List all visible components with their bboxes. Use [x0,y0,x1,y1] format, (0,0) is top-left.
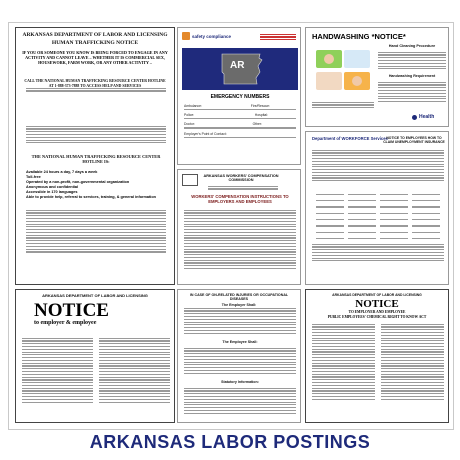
emergency-heading: EMERGENCY NUMBERS [210,94,270,100]
notice-agency: ARKANSAS DEPARTMENT OF LABOR AND LICENSING [42,293,148,298]
notice-column-left [22,336,93,404]
workers-comp-address-lines [208,184,278,191]
chemical-columns [312,322,444,401]
handwashing-illustration [312,44,374,96]
trafficking-translation-lines [26,124,166,145]
doctor-label: Doctor: [184,122,195,127]
workers-comp-heading: WORKERS' COMPENSATION INSTRUCTIONS TO EMPLOYERS AND EMPLOYEES [191,194,289,204]
trafficking-fineprint [26,86,166,93]
chemical-column-left [312,322,375,401]
employer-duty-title: The Employer Shall: [221,303,257,307]
trafficking-points [26,170,166,200]
trafficking-call: CALL THE NATIONAL HUMAN TRAFFICKING RESOURCE CENTER HOTLINE AT 1-888-373-7888 TO ACCESS HELP AND SERVICES [24,79,166,88]
chemical-heading: PUBLIC EMPLOYEES' CHEMICAL RIGHT TO KNOW ACT [327,315,427,319]
workers-comp-body-lines [184,208,296,271]
employee-duty-lines [184,346,296,375]
health-logo [412,114,434,120]
trafficking-lead: IF YOU OR SOMEONE YOU KNOW IS BEING FORCED TO ENGAGE IN ANY ACTIVITY AND CANNOT LEAVE – WHETHER IT IS COMMERCIAL SEX, HOUSEWORK, FARM WORK, OR ANY OTHER ACTIVITY – [22,50,168,65]
other-label: Other: [252,122,262,127]
safety-compliance-logo [182,32,231,40]
hospital-label: Hospital: [254,113,268,118]
occupational-heading: IN CASE OF ON-RELATED INJURIES OR OCCUPATIONAL DISEASES [189,293,289,301]
employee-duty-title: The Employee Shall: [222,340,258,344]
notice-columns [22,336,170,404]
trafficking-heading: HUMAN TRAFFICKING NOTICE [51,40,139,46]
trafficking-point: Accessible in 170 languages [26,190,78,194]
police-label: Police: [184,113,195,118]
health-icon [412,115,417,120]
trafficking-point: Toll-free [26,175,41,179]
chemical-agency: ARKANSAS DEPARTMENT OF LABOR AND LICENSING [332,293,422,297]
workforce-office-table [316,192,440,236]
hand-procedure-title: Hand Cleaning Procedure [388,44,436,48]
workers-comp-panel [177,169,301,285]
human-trafficking-notice [15,27,175,285]
state-abbreviation: AR [230,60,245,71]
workforce-footer-lines [312,242,444,263]
trafficking-agency: ARKANSAS DEPARTMENT OF LABOR AND LICENSING [22,32,168,38]
state-map-box [182,48,298,90]
workforce-heading: NOTICE TO EMPLOYEES HOW TO CLAIM UNEMPLOYMENT INSURANCE [383,136,445,144]
logo-text: safety compliance [192,33,232,39]
handwashing-panel [305,27,449,127]
occupational-injury-panel [177,289,301,423]
trafficking-point: Available 24 hours a day, 7 days a week [26,170,98,174]
workforce-logo: Department of WORKFORCE Services [312,136,388,141]
statutory-lines [184,386,296,415]
notice-column-right [99,336,170,404]
workforce-panel [305,131,449,285]
fire-rescue-label: Fire/Rescue: [250,104,270,108]
emergency-fields [184,104,296,141]
notice-subtitle: to employer & employee [34,320,97,326]
logo-icon [182,32,190,40]
trafficking-point: Operated by a non-profit, non-governmental organization [26,180,130,184]
hand-procedure-lines [378,50,446,71]
hand-note-lines [312,100,374,110]
ambulance-label: Ambulance: [184,104,202,108]
wcc-form-badge [182,174,198,186]
emergency-numbers-panel [177,27,301,165]
trafficking-point: Anonymous and confidential [26,185,79,189]
trafficking-detail-lines [26,208,166,254]
hand-requirement-lines [378,80,446,104]
hand-washing-icon [312,44,374,96]
notice-title: NOTICE [34,300,109,321]
statutory-title: Statutory Information: [221,380,259,384]
employer-duty-lines [184,306,296,335]
notice-employer-panel [15,289,175,423]
chemical-notice-title: NOTICE [355,298,399,310]
workers-comp-agency: ARKANSAS WORKERS' COMPENSATION COMMISSION [203,174,279,182]
workforce-body-lines [312,148,444,183]
health-label: Health [419,114,435,120]
trafficking-center: THE NATIONAL HUMAN TRAFFICKING RESOURCE CENTER HOTLINE IS: [31,154,161,165]
labor-poster [8,22,454,430]
chemical-right-to-know-panel [305,289,449,423]
chemical-subtitle: TO EMPLOYER AND EMPLOYEE [348,310,406,314]
hand-requirement-title: Handwashing Requirement [388,74,436,78]
chemical-column-right [381,322,444,401]
poster-title: ARKANSAS LABOR POSTINGS [89,432,371,452]
trafficking-point: Able to provide help, referral to services, training, & general information [26,195,156,199]
emergency-header-lines [260,32,296,42]
handwashing-heading: HANDWASHING *NOTICE* [312,32,406,41]
employer-contact-label: Employer's Point of Contact: [184,131,227,136]
